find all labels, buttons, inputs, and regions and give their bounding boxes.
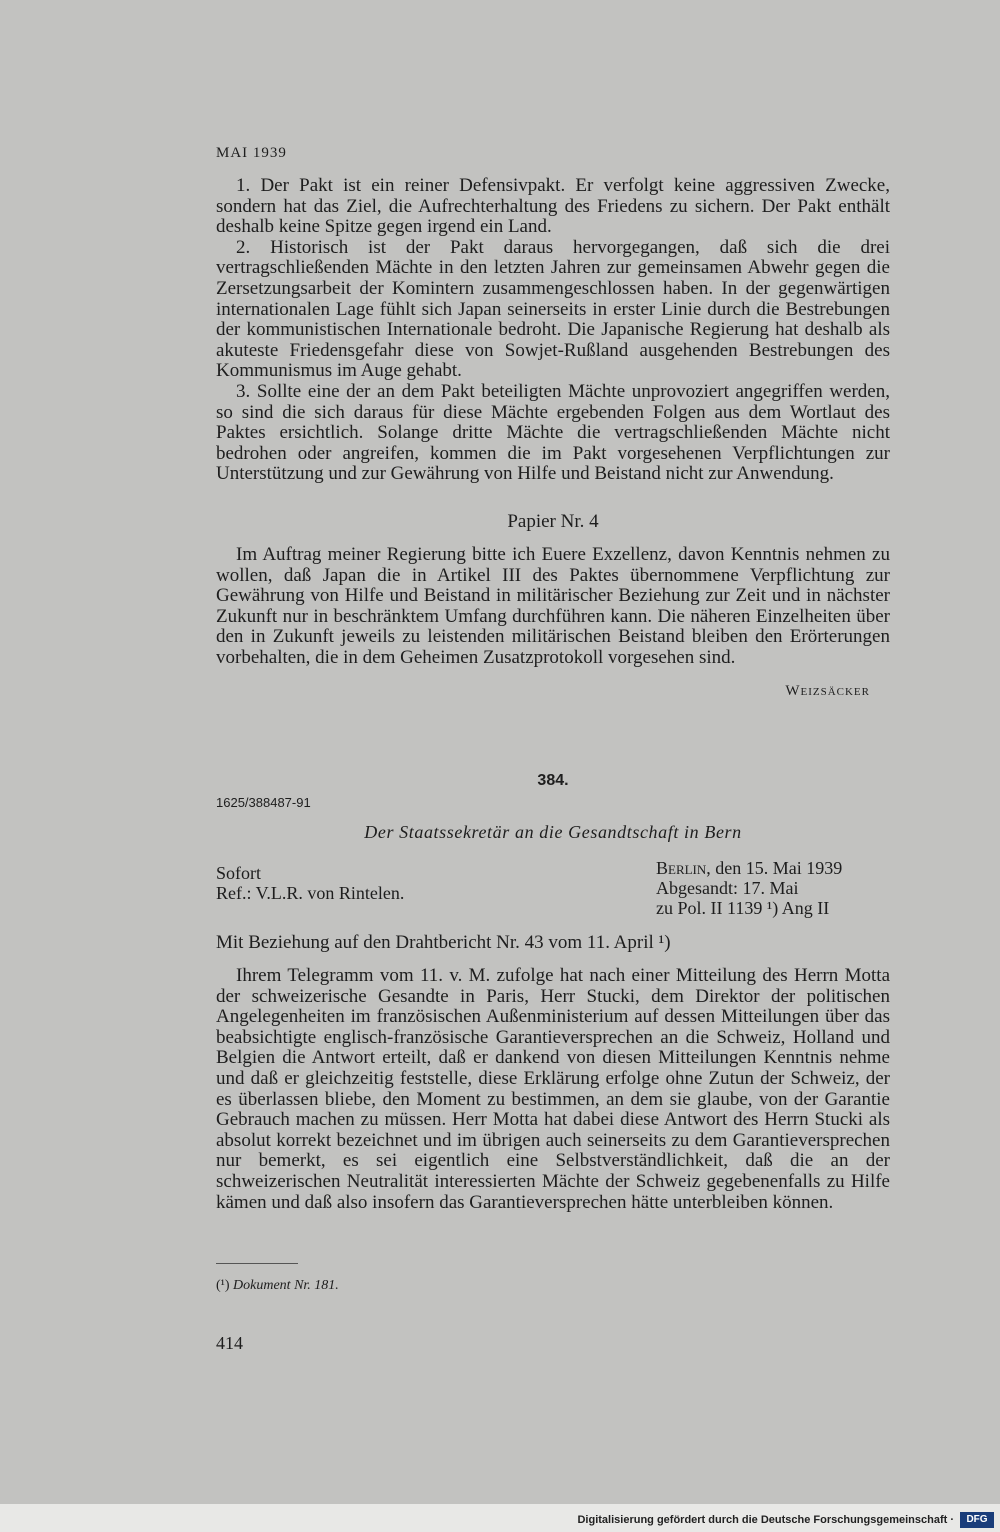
- reference-line: Mit Beziehung auf den Drahtbericht Nr. 43 vom 11. April ¹): [216, 932, 671, 953]
- document-number: 384.: [537, 772, 569, 789]
- paragraph-point-1: 1. Der Pakt ist ein reiner Defensivpakt. Er verfolgt keine aggressiven Zwecke, sondern hat das Ziel, die Aufrechterhaltung des Friedens zu sichern. Der Pakt enthält deshalb keine Spitze gegen irgend ein Land.: [216, 175, 890, 238]
- banner-text: Digitalisierung gefördert durch die Deutsche Forschungsgemeinschaft ·: [577, 1514, 954, 1526]
- meta-right: [656, 858, 842, 918]
- footnote-text: Dokument Nr. 181.: [233, 1278, 339, 1293]
- running-head: MAI 1939: [216, 145, 287, 161]
- file-reference: 1625/388487-91: [216, 795, 311, 810]
- urgency-label: Sofort: [216, 863, 261, 883]
- footnote: [216, 1278, 339, 1294]
- dfg-logo: DFG: [960, 1512, 994, 1528]
- paper-paragraph: Im Auftrag meiner Regierung bitte ich Euere Exzellenz, davon Kenntnis nehmen zu wollen, daß Japan die in Artikel III des Paktes übernommene Verpflichtung zur Gewährung von Hilfe und Beistand in militärischer Beziehung zur Zeit und in nächster Zukunft nur in beschränktem Umfang durchführen kann. Die näheren Einzelheiten über den in Zukunft jeweils zu leistenden militärischen Beistand bleiben den Erörterungen vorbehalten, die in dem Geheimen Zusatzprotokoll vorgesehen sind.: [216, 544, 890, 668]
- document-heading: Der Staatssekretär an die Gesandtschaft in Bern: [364, 822, 742, 842]
- paper-body: [216, 545, 890, 669]
- funding-banner: [0, 1504, 1000, 1532]
- date: den 15. Mai 1939: [710, 858, 843, 878]
- referent-label: Ref.: V.L.R. von Rintelen.: [216, 883, 405, 903]
- place: Berlin,: [656, 858, 711, 878]
- numbered-points: [216, 176, 890, 485]
- footnote-divider: [216, 1263, 298, 1264]
- signature: Weizsäcker: [785, 683, 870, 699]
- place-date: [656, 858, 842, 878]
- reference-line-block: [216, 933, 890, 954]
- paper-heading: Papier Nr. 4: [507, 511, 599, 532]
- file-ref-right: zu Pol. II 1139 ¹) Ang II: [656, 898, 830, 918]
- page-number: 414: [216, 1333, 243, 1353]
- meta-left: [216, 863, 404, 903]
- paragraph-point-2: 2. Historisch ist der Pakt daraus hervorgegangen, daß sich die drei vertragschließenden Mächte in den letzten Jahren zur gemeinsamen Abwehr gegen die Zersetzungsarbeit der Komintern zusammengeschlossen haben. In der gegenwärtigen internationalen Lage fühlt sich Japan seinerseits in erster Linie durch die Bestrebungen der kommunistischen Internationale bedroht. Die Japanische Regierung hat deshalb als akuteste Friedensgefahr diese von Sowjet-Rußland ausgehenden Bestrebungen des Kommunismus im Auge gehabt.: [216, 236, 890, 382]
- footnote-marker: (¹): [216, 1278, 230, 1293]
- body-paragraph: Ihrem Telegramm vom 11. v. M. zufolge hat nach einer Mitteilung des Herrn Motta der schweizerische Gesandte in Paris, Herr Stucki, dem Direktor der politischen Angelegenheiten im französischen Außenministerium auf dessen Mitteilungen über das beabsichtigte englisch-französische Garantieversprechen an die Schweiz, Holland und Belgien die Antwort erteilt, daß er dankend von diesen Mitteilungen Kenntnis nehme und daß er gleichzeitig feststelle, diese Erklärung erfolge ohne Zutun der Schweiz, der es überlassen bliebe, den Moment zu bestimmen, an dem sie glaube, von der Garantie Gebrauch machen zu müssen. Herr Motta hat dabei diese Antwort des Herrn Stucki als absolut korrekt bezeichnet und im übrigen auch seinerseits zu dem Garantieversprechen nur bemerkt, es sei eigentlich eine Selbstverständlichkeit, daß die an der schweizerischen Neutralität interessierten Mächte der Schweiz gegebenenfalls zu Hilfe kämen und daß also insofern das Garantieversprechen hätte unterbleiben können.: [216, 965, 890, 1213]
- sent-date: Abgesandt: 17. Mai: [656, 878, 799, 898]
- paragraph-point-3: 3. Sollte eine der an dem Pakt beteiligten Mächte unprovoziert angegriffen werden, so sind die sich daraus für diese Mächte ergebenden Folgen aus dem Wortlaut des Paktes ersichtlich. Solange dritte Mächte die vertragschließenden Mächte nicht bedrohen oder angreifen, kommen die im Pakt vorgesehenen Verpflichtungen zur Unterstützung und zur Gewährung von Hilfe und Beistand nicht zur Anwendung.: [216, 380, 890, 485]
- main-body: [216, 966, 890, 1213]
